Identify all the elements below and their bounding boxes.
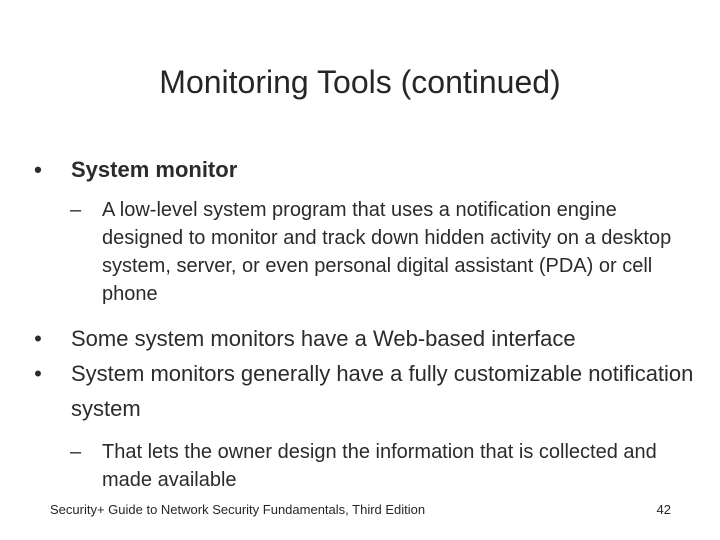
subbullet-text: A low-level system program that uses a notification engine designed to monitor and track down hidden activity on a desktop system, server, or even personal digital assistant (PDA) or cell phone [102,199,672,305]
subbullet-system-monitor-definition [28,196,698,308]
bullet-marker: • [34,326,42,351]
bullet-marker: • [34,361,42,386]
subbullet-text: That lets the owner design the information that is collected and made available [102,441,657,491]
bullet-marker: • [34,157,42,182]
slide-title: Monitoring Tools (continued) [159,64,561,100]
subbullet-owner-design [28,438,698,494]
bullet-text: Some system monitors have a Web-based interface [71,326,576,351]
subbullet-marker: – [70,199,82,221]
bullet-text: System monitor [71,157,238,182]
bullet-customizable-notification [28,356,698,426]
page-number: 42 [656,502,671,517]
bullet-system-monitor [28,152,698,187]
footer-source: Security+ Guide to Network Security Fundamentals, Third Edition [50,502,426,517]
subbullet-marker: – [70,441,82,463]
bullet-text: System monitors generally have a fully customizable notification system [71,361,694,421]
slide-content [28,152,698,494]
bullet-web-interface [28,321,698,356]
